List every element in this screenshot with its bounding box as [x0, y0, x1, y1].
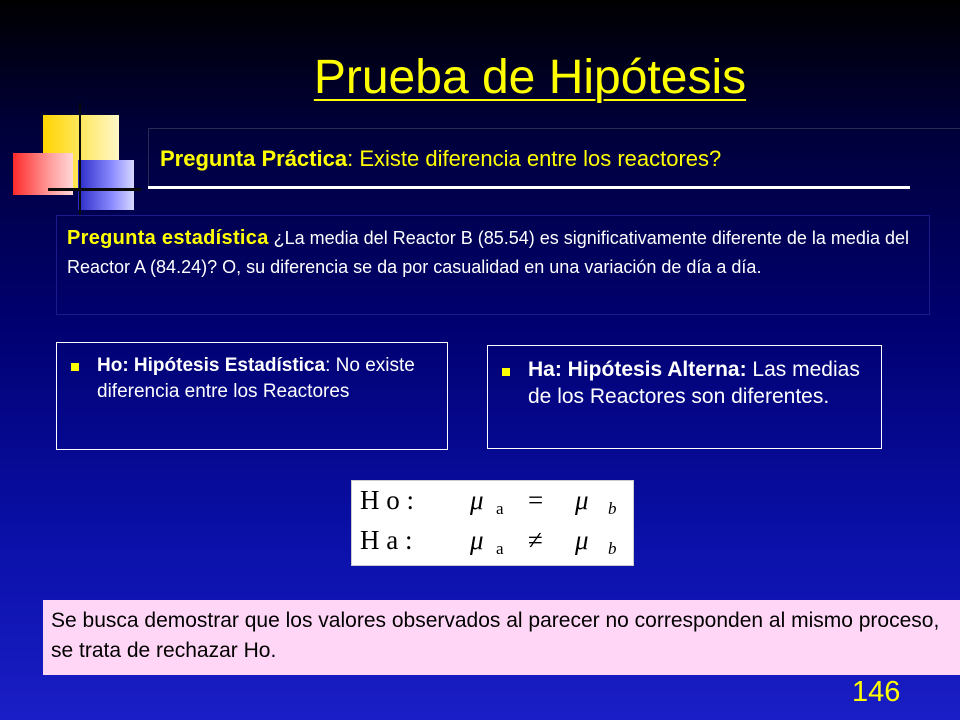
formula-sub-a: a [496, 539, 504, 558]
conclusion-text: Se busca demostrar que los valores observados al parecer no corresponden al mismo proceso, se trata de rechazar Ho. [51, 609, 940, 662]
alternative-hypothesis-label: Ha: Hipótesis Alterna: [528, 358, 747, 381]
alternative-hypothesis-content [528, 356, 871, 448]
statistical-question-text: ¿La media del Reactor B (85.54) es significativamente diferente de la media del Reactor A (84.24)? O, su diferencia se da por casualidad en una variación de día a día. [67, 228, 909, 277]
formula-operator: ≠ [528, 525, 543, 555]
page-number: 146 [852, 676, 901, 708]
alternative-hypothesis-box [487, 345, 882, 449]
practical-question-separator: : [347, 146, 354, 171]
title-underline-bar [148, 186, 910, 189]
decorative-vertical-line [79, 103, 81, 215]
decorative-dark-line [48, 188, 141, 191]
statistical-question-label: Pregunta estadística [67, 227, 269, 249]
formula-mu-a: μ [470, 525, 484, 555]
formula-operator: = [528, 485, 544, 515]
null-hypothesis-label: Ho: Hipótesis Estadística [97, 355, 326, 376]
bullet-square-icon [502, 368, 510, 376]
formula-sub-a: a [496, 499, 504, 518]
formula-sub-b: b [608, 499, 617, 518]
formula-lhs: H a : [360, 525, 413, 555]
practical-question-text: Existe diferencia entre los reactores? [353, 146, 722, 171]
null-hypothesis-separator: : [325, 355, 331, 376]
decorative-frame-line-top [148, 128, 960, 129]
null-hypothesis-box [56, 342, 448, 450]
formula-mu-b: μ [575, 485, 589, 515]
formula-mu-a: μ [470, 485, 484, 515]
hypothesis-formula [351, 480, 634, 566]
decorative-blue-square [78, 160, 134, 210]
formula-mu-b: μ [575, 525, 589, 555]
null-hypothesis-content [97, 353, 435, 449]
alternative-hypothesis-text: Las medias de los Reactores son diferentes. [528, 358, 860, 408]
formula-lhs: H o : [360, 485, 414, 515]
practical-question [160, 146, 721, 172]
practical-question-label: Pregunta Práctica [160, 146, 348, 171]
slide-title: Prueba de Hipótesis [313, 51, 747, 104]
bullet-square-icon [71, 363, 79, 371]
conclusion-box [43, 600, 960, 675]
decorative-frame-line [148, 128, 149, 188]
null-hypothesis-text: No existe diferencia entre los Reactores [97, 355, 415, 402]
statistical-question-box [56, 215, 930, 315]
formula-sub-b: b [608, 539, 617, 558]
